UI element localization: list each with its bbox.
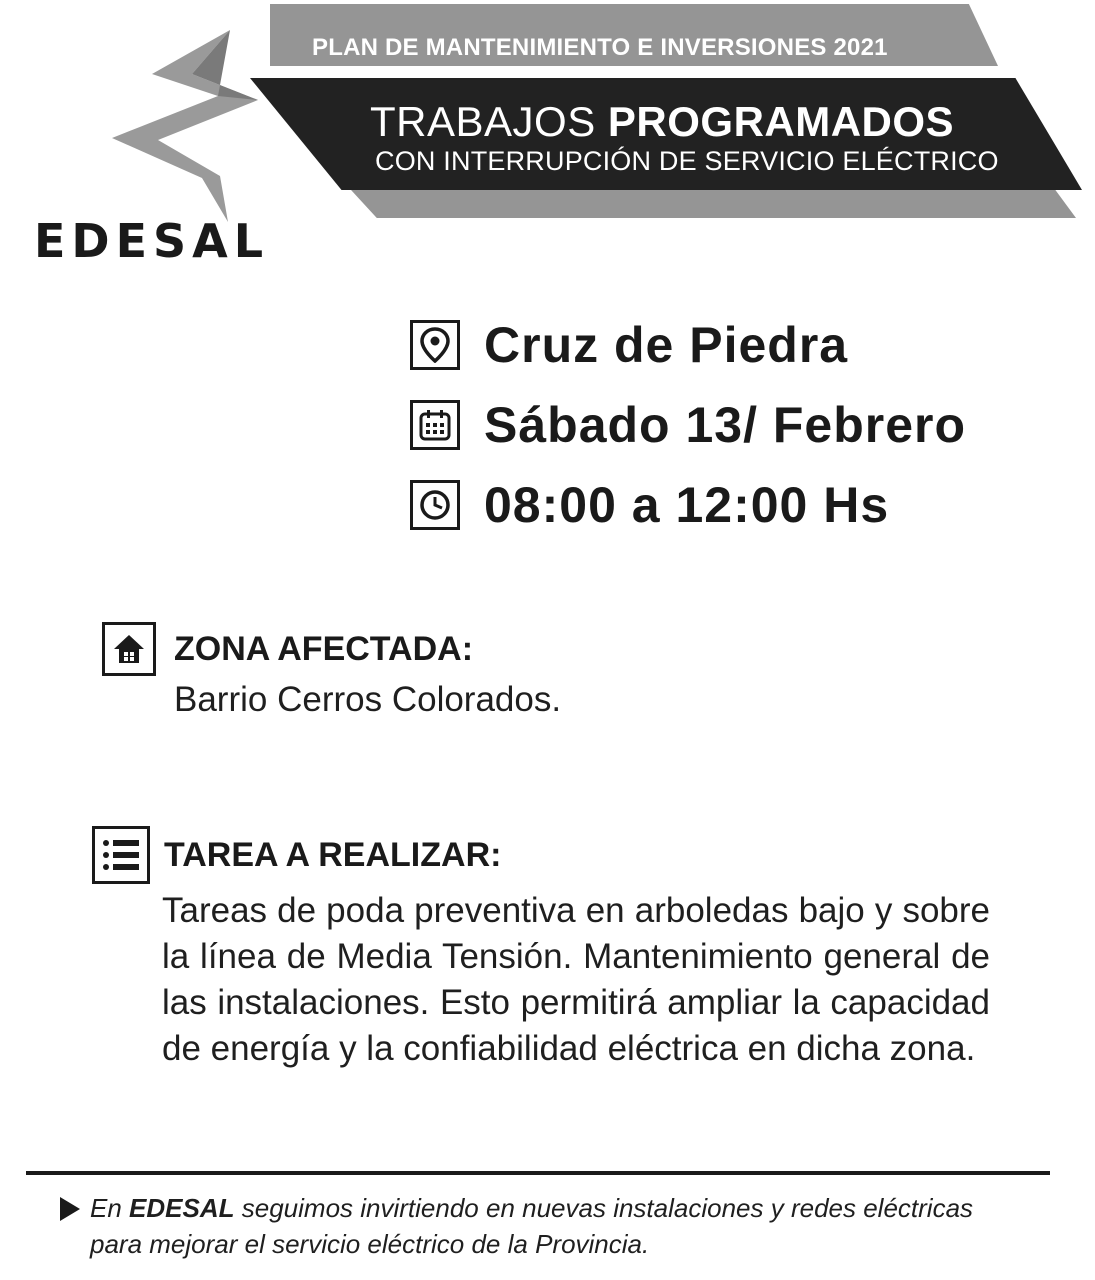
location-text: Cruz de Piedra [484,317,849,373]
time-row [410,476,889,534]
edesal-bolt-logo [108,28,268,224]
home-icon [102,622,156,676]
date-text: Sábado 13/ Febrero [484,397,967,453]
time-text: 08:00 a 12:00 Hs [484,477,890,533]
list-icon [92,826,150,884]
footer-divider [26,1171,1050,1175]
date-row [410,396,966,454]
footer-brand: EDESAL [129,1193,235,1223]
page-subtitle: CON INTERRUPCIÓN DE SERVICIO ELÉCTRICO [375,146,999,176]
page-title [370,98,954,146]
zona-heading [102,622,473,676]
map-pin-icon [410,320,460,370]
footer-text: seguimos invirtiendo en nuevas instalaciones y redes eléctricas para mejorar el servicio eléctrico de la Provincia. [90,1193,974,1259]
title-bold: PROGRAMADOS [607,98,955,145]
zona-label: ZONA AFECTADA: [174,629,474,668]
clock-icon [410,480,460,530]
tarea-value: Tareas de poda preventiva en arboledas bajo y sobre la línea de Media Tensión. Mantenimiento general de las instalaciones. Esto permitirá ampliar la capacidad de energía y la confiabilidad eléctrica en dicha zona. [162,891,990,1068]
footer-note [90,1190,1010,1262]
play-arrow-icon [60,1197,80,1221]
title-light: TRABAJOS [370,98,596,145]
zona-value: Barrio Cerros Colorados. [174,680,562,719]
brand-logo-text: EDESAL [34,214,270,268]
tarea-label: TAREA A REALIZAR: [164,835,502,874]
tarea-heading [92,826,501,884]
footer-prefix: En [90,1193,122,1223]
location-row [410,316,848,374]
plan-title: PLAN DE MANTENIMIENTO E INVERSIONES 2021 [312,34,888,61]
calendar-icon [410,400,460,450]
